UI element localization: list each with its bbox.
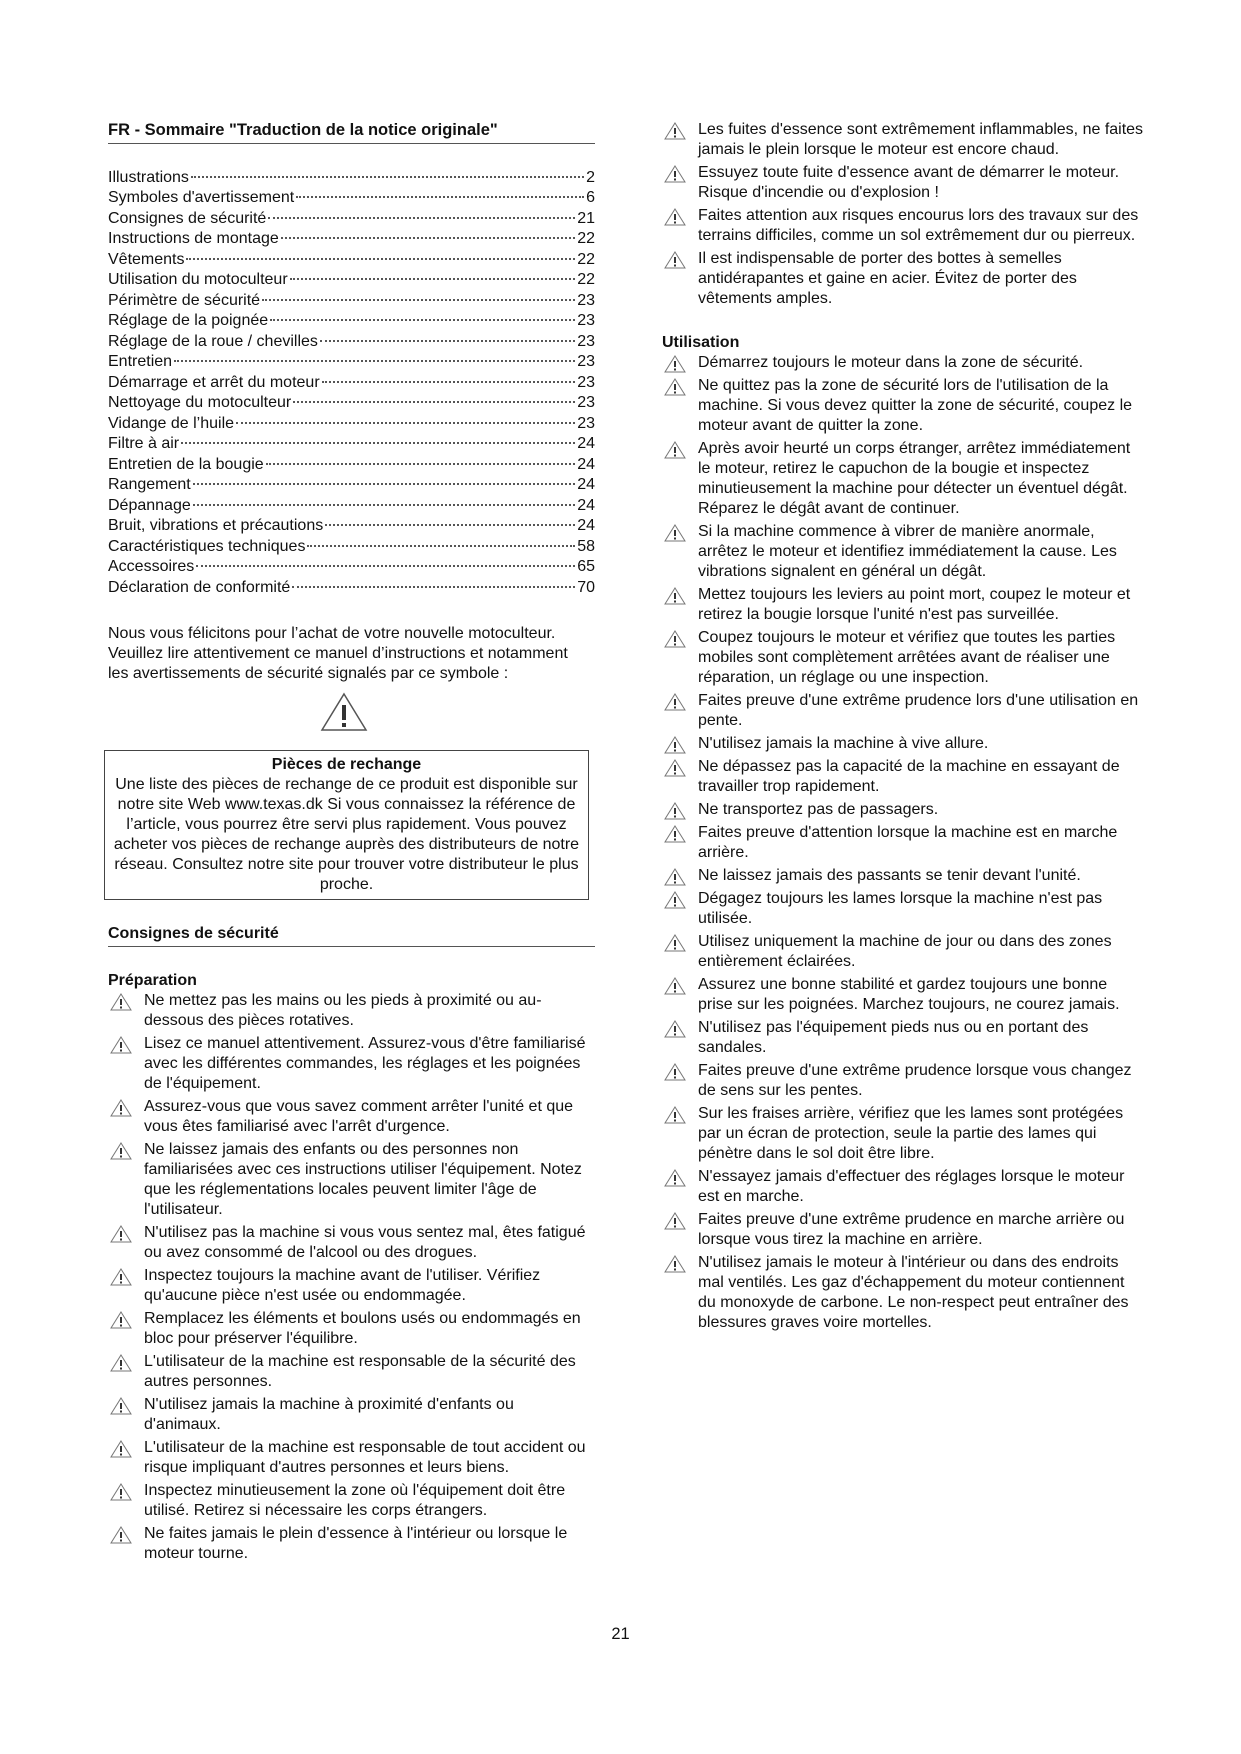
spare-parts-title: Pièces de rechange (271, 756, 422, 774)
list-item: Coupez toujours le moteur et vérifiez que toutes les parties mobiles sont complètement arrêtées avant de réaliser une réparation, un réglage ou une inspection. (662, 628, 1144, 688)
warning-triangle-icon (110, 1397, 132, 1415)
warning-triangle-icon (110, 1483, 132, 1501)
list-item: Dégagez toujours les lames lorsque la machine n'est pas utilisée. (662, 889, 1144, 929)
warning-triangle-icon (110, 1440, 132, 1458)
warning-triangle-icon (664, 825, 686, 843)
toc-entry[interactable]: Périmètre de sécurité 23 (108, 291, 595, 309)
list-item: L'utilisateur de la machine est responsable de la sécurité des autres personnes. (108, 1352, 595, 1392)
toc-entry[interactable]: Vidange de l’huile 23 (108, 414, 595, 432)
list-item: Essuyez toute fuite d'essence avant de démarrer le moteur. Risque d'incendie ou d'explosion ! (662, 163, 1144, 203)
list-item: Ne quittez pas la zone de sécurité lors de l'utilisation de la machine. Si vous devez quitter la zone de sécurité, coupez le moteur avant de quitter la zone. (662, 376, 1144, 436)
list-item: Remplacez les éléments et boulons usés ou endommagés en bloc pour préserver l'équilibre. (108, 1309, 595, 1349)
preparation-title: Préparation (108, 972, 197, 990)
toc-entry[interactable]: Réglage de la poignée 23 (108, 312, 595, 330)
warning-triangle-icon (664, 1255, 686, 1273)
warning-triangle-icon (110, 1225, 132, 1243)
warning-triangle-icon (664, 208, 686, 226)
warning-triangle-icon (664, 251, 686, 269)
right-column (662, 120, 1144, 1336)
warning-triangle-icon (664, 759, 686, 777)
warning-triangle-icon (664, 736, 686, 754)
utilisation-title: Utilisation (662, 334, 740, 351)
toc-entry[interactable]: Entretien 23 (108, 353, 595, 371)
warning-triangle-icon (664, 587, 686, 605)
toc-entry[interactable]: Utilisation du motoculteur 22 (108, 271, 595, 289)
list-item: Lisez ce manuel attentivement. Assurez-vous d'être familiarisé avec les différentes commandes, les réglages et les poignées de l'équipement. (108, 1034, 595, 1094)
toc-entry[interactable]: Consignes de sécurité 21 (108, 209, 595, 227)
list-item: Les fuites d'essence sont extrêmement inflammables, ne faites jamais le plein lorsque le moteur est encore chaud. (662, 120, 1144, 160)
list-item: Faites preuve d'une extrême prudence lors d'une utilisation en pente. (662, 691, 1144, 731)
list-item: Démarrez toujours le moteur dans la zone de sécurité. (662, 353, 1144, 373)
warning-triangle-icon (664, 891, 686, 909)
warning-triangle-icon (110, 993, 132, 1011)
list-item: Ne mettez pas les mains ou les pieds à proximité ou au-dessous des pièces rotatives. (108, 991, 595, 1031)
list-item: Faites attention aux risques encourus lors des travaux sur des terrains difficiles, comme un sol extrêmement dur ou pierreux. (662, 206, 1144, 246)
warning-triangle-icon (664, 524, 686, 542)
toc-entry[interactable]: Symboles d'avertissement 6 (108, 189, 595, 207)
list-item: N'utilisez jamais la machine à vive allure. (662, 734, 1144, 754)
safety-heading: Consignes de sécurité (108, 924, 595, 947)
list-item: Ne faites jamais le plein d'essence à l'intérieur ou lorsque le moteur tourne. (108, 1524, 595, 1564)
warning-triangle-icon (664, 355, 686, 373)
list-item: Inspectez minutieusement la zone où l'équipement doit être utilisé. Retirez si nécessaire les corps étrangers. (108, 1481, 595, 1521)
preparation-continued-list (662, 120, 1144, 309)
warning-triangle-icon (664, 802, 686, 820)
utilisation-list (662, 353, 1144, 1333)
list-item: Ne laissez jamais des passants se tenir devant l'unité. (662, 866, 1144, 886)
warning-triangle-icon (664, 1212, 686, 1230)
warning-triangle-icon (664, 378, 686, 396)
list-item: Si la machine commence à vibrer de manière anormale, arrêtez le moteur et identifiez immédiatement la cause. Les vibrations signalent en général un dégât. (662, 522, 1144, 582)
warning-triangle-icon (664, 868, 686, 886)
toc-entry[interactable]: Vêtements 22 (108, 250, 595, 268)
toc-entry[interactable]: Nettoyage du motoculteur 23 (108, 394, 595, 412)
toc-entry[interactable]: Réglage de la roue / chevilles 23 (108, 332, 595, 350)
list-item: Ne laissez jamais des enfants ou des personnes non familiarisées avec ces instructions utiliser l'équipement. Notez que les réglementations locales peuvent limiter l'âge de l'utilisateur. (108, 1140, 595, 1220)
toc-entry[interactable]: Entretien de la bougie 24 (108, 455, 595, 473)
warning-triangle-icon (110, 1142, 132, 1160)
warning-triangle-icon (110, 1268, 132, 1286)
toc-entry[interactable]: Instructions de montage 22 (108, 230, 595, 248)
toc-title: FR - Sommaire "Traduction de la notice originale" (108, 120, 595, 144)
spare-parts-box (104, 750, 589, 900)
table-of-contents (108, 168, 595, 599)
list-item: Assurez-vous que vous savez comment arrêter l'unité et que vous êtes familiarisé avec l'arrêt d'urgence. (108, 1097, 595, 1137)
warning-triangle-icon (664, 934, 686, 952)
warning-triangle-icon (664, 441, 686, 459)
toc-entry[interactable]: Accessoires 65 (108, 558, 595, 576)
warning-triangle-icon (664, 1106, 686, 1124)
page-number: 21 (611, 1625, 630, 1643)
toc-entry[interactable]: Caractéristiques techniques 58 (108, 537, 595, 555)
list-item: Inspectez toujours la machine avant de l'utiliser. Vérifiez qu'aucune pièce n'est usée ou endommagée. (108, 1266, 595, 1306)
warning-triangle-icon (110, 1354, 132, 1372)
warning-triangle-icon (110, 1036, 132, 1054)
list-item: Utilisez uniquement la machine de jour ou dans des zones entièrement éclairées. (662, 932, 1144, 972)
toc-entry[interactable]: Filtre à air 24 (108, 435, 595, 453)
list-item: N'utilisez jamais le moteur à l'intérieur ou dans des endroits mal ventilés. Les gaz d'échappement du moteur contiennent du monoxyde de carbone. Le non-respect peut entraîner des blessures graves voire mortelles. (662, 1253, 1144, 1333)
warning-triangle-icon (110, 1311, 132, 1329)
warning-triangle-icon (664, 1063, 686, 1081)
list-item: Faites preuve d'une extrême prudence en marche arrière ou lorsque vous tirez la machine en arrière. (662, 1210, 1144, 1250)
list-item: Il est indispensable de porter des bottes à semelles antidérapantes et gaine en acier. Évitez de porter des vêtements amples. (662, 249, 1144, 309)
warning-triangle-icon (110, 1526, 132, 1544)
list-item: Sur les fraises arrière, vérifiez que les lames sont protégées par un écran de protection, seule la partie des lames qui pénètre dans le sol doit être libre. (662, 1104, 1144, 1164)
list-item: N'utilisez jamais la machine à proximité d'enfants ou d'animaux. (108, 1395, 595, 1435)
toc-entry[interactable]: Déclaration de conformité 70 (108, 578, 595, 596)
list-item: Faites preuve d'attention lorsque la machine est en marche arrière. (662, 823, 1144, 863)
toc-entry[interactable]: Illustrations 2 (108, 168, 595, 186)
list-item: Mettez toujours les leviers au point mort, coupez le moteur et retirez la bougie lorsque l'unité n'est pas surveillée. (662, 585, 1144, 625)
warning-triangle-icon (664, 165, 686, 183)
list-item: Ne dépassez pas la capacité de la machine en essayant de travailler trop rapidement. (662, 757, 1144, 797)
left-column (108, 120, 595, 1567)
warning-triangle-icon (664, 1020, 686, 1038)
list-item: Assurez une bonne stabilité et gardez toujours une bonne prise sur les poignées. Marchez toujours, ne courez jamais. (662, 975, 1144, 1015)
list-item: L'utilisateur de la machine est responsable de tout accident ou risque impliquant d'autres personnes et leurs biens. (108, 1438, 595, 1478)
list-item: Ne transportez pas de passagers. (662, 800, 1144, 820)
list-item: N'utilisez pas la machine si vous vous sentez mal, êtes fatigué ou avez consommé de l'alcool ou des drogues. (108, 1223, 595, 1263)
toc-entry[interactable]: Démarrage et arrêt du moteur 23 (108, 373, 595, 391)
list-item: N'utilisez pas l'équipement pieds nus ou en portant des sandales. (662, 1018, 1144, 1058)
warning-triangle-icon (664, 977, 686, 995)
warning-triangle-icon (664, 122, 686, 140)
list-item: Faites preuve d'une extrême prudence lorsque vous changez de sens sur les pentes. (662, 1061, 1144, 1101)
toc-entry[interactable]: Rangement 24 (108, 476, 595, 494)
toc-entry[interactable]: Bruit, vibrations et précautions 24 (108, 517, 595, 535)
warning-triangle-icon (664, 693, 686, 711)
warning-triangle-icon (320, 692, 368, 732)
preparation-list (108, 991, 595, 1564)
toc-entry[interactable]: Dépannage 24 (108, 496, 595, 514)
warning-triangle-icon (110, 1099, 132, 1117)
warning-triangle-icon (664, 1169, 686, 1187)
warning-triangle-icon (664, 630, 686, 648)
spare-parts-text: Une liste des pièces de rechange de ce produit est disponible sur notre site Web www.texas.dk Si vous connaissez la référence de l’article, vous pourrez être servi plus rapidement. Vous pouvez acheter vos pièces de rechange auprès des distributeurs de notre réseau. Consultez notre site pour trouver votre distributeur le plus proche. (113, 776, 580, 894)
list-item: Après avoir heurté un corps étranger, arrêtez immédiatement le moteur, retirez le capuchon de la bougie et inspectez minutieusement la machine pour détecter un éventuel dégât. Réparez le dégât avant de continuer. (662, 439, 1144, 519)
list-item: N'essayez jamais d'effectuer des réglages lorsque le moteur est en marche. (662, 1167, 1144, 1207)
intro-paragraph: Nous vous félicitons pour l’achat de votre nouvelle motoculteur. Veuillez lire attentivement ce manuel d’instructions et notamment les avertissements de sécurité signalés par ce symbole : (108, 625, 568, 683)
